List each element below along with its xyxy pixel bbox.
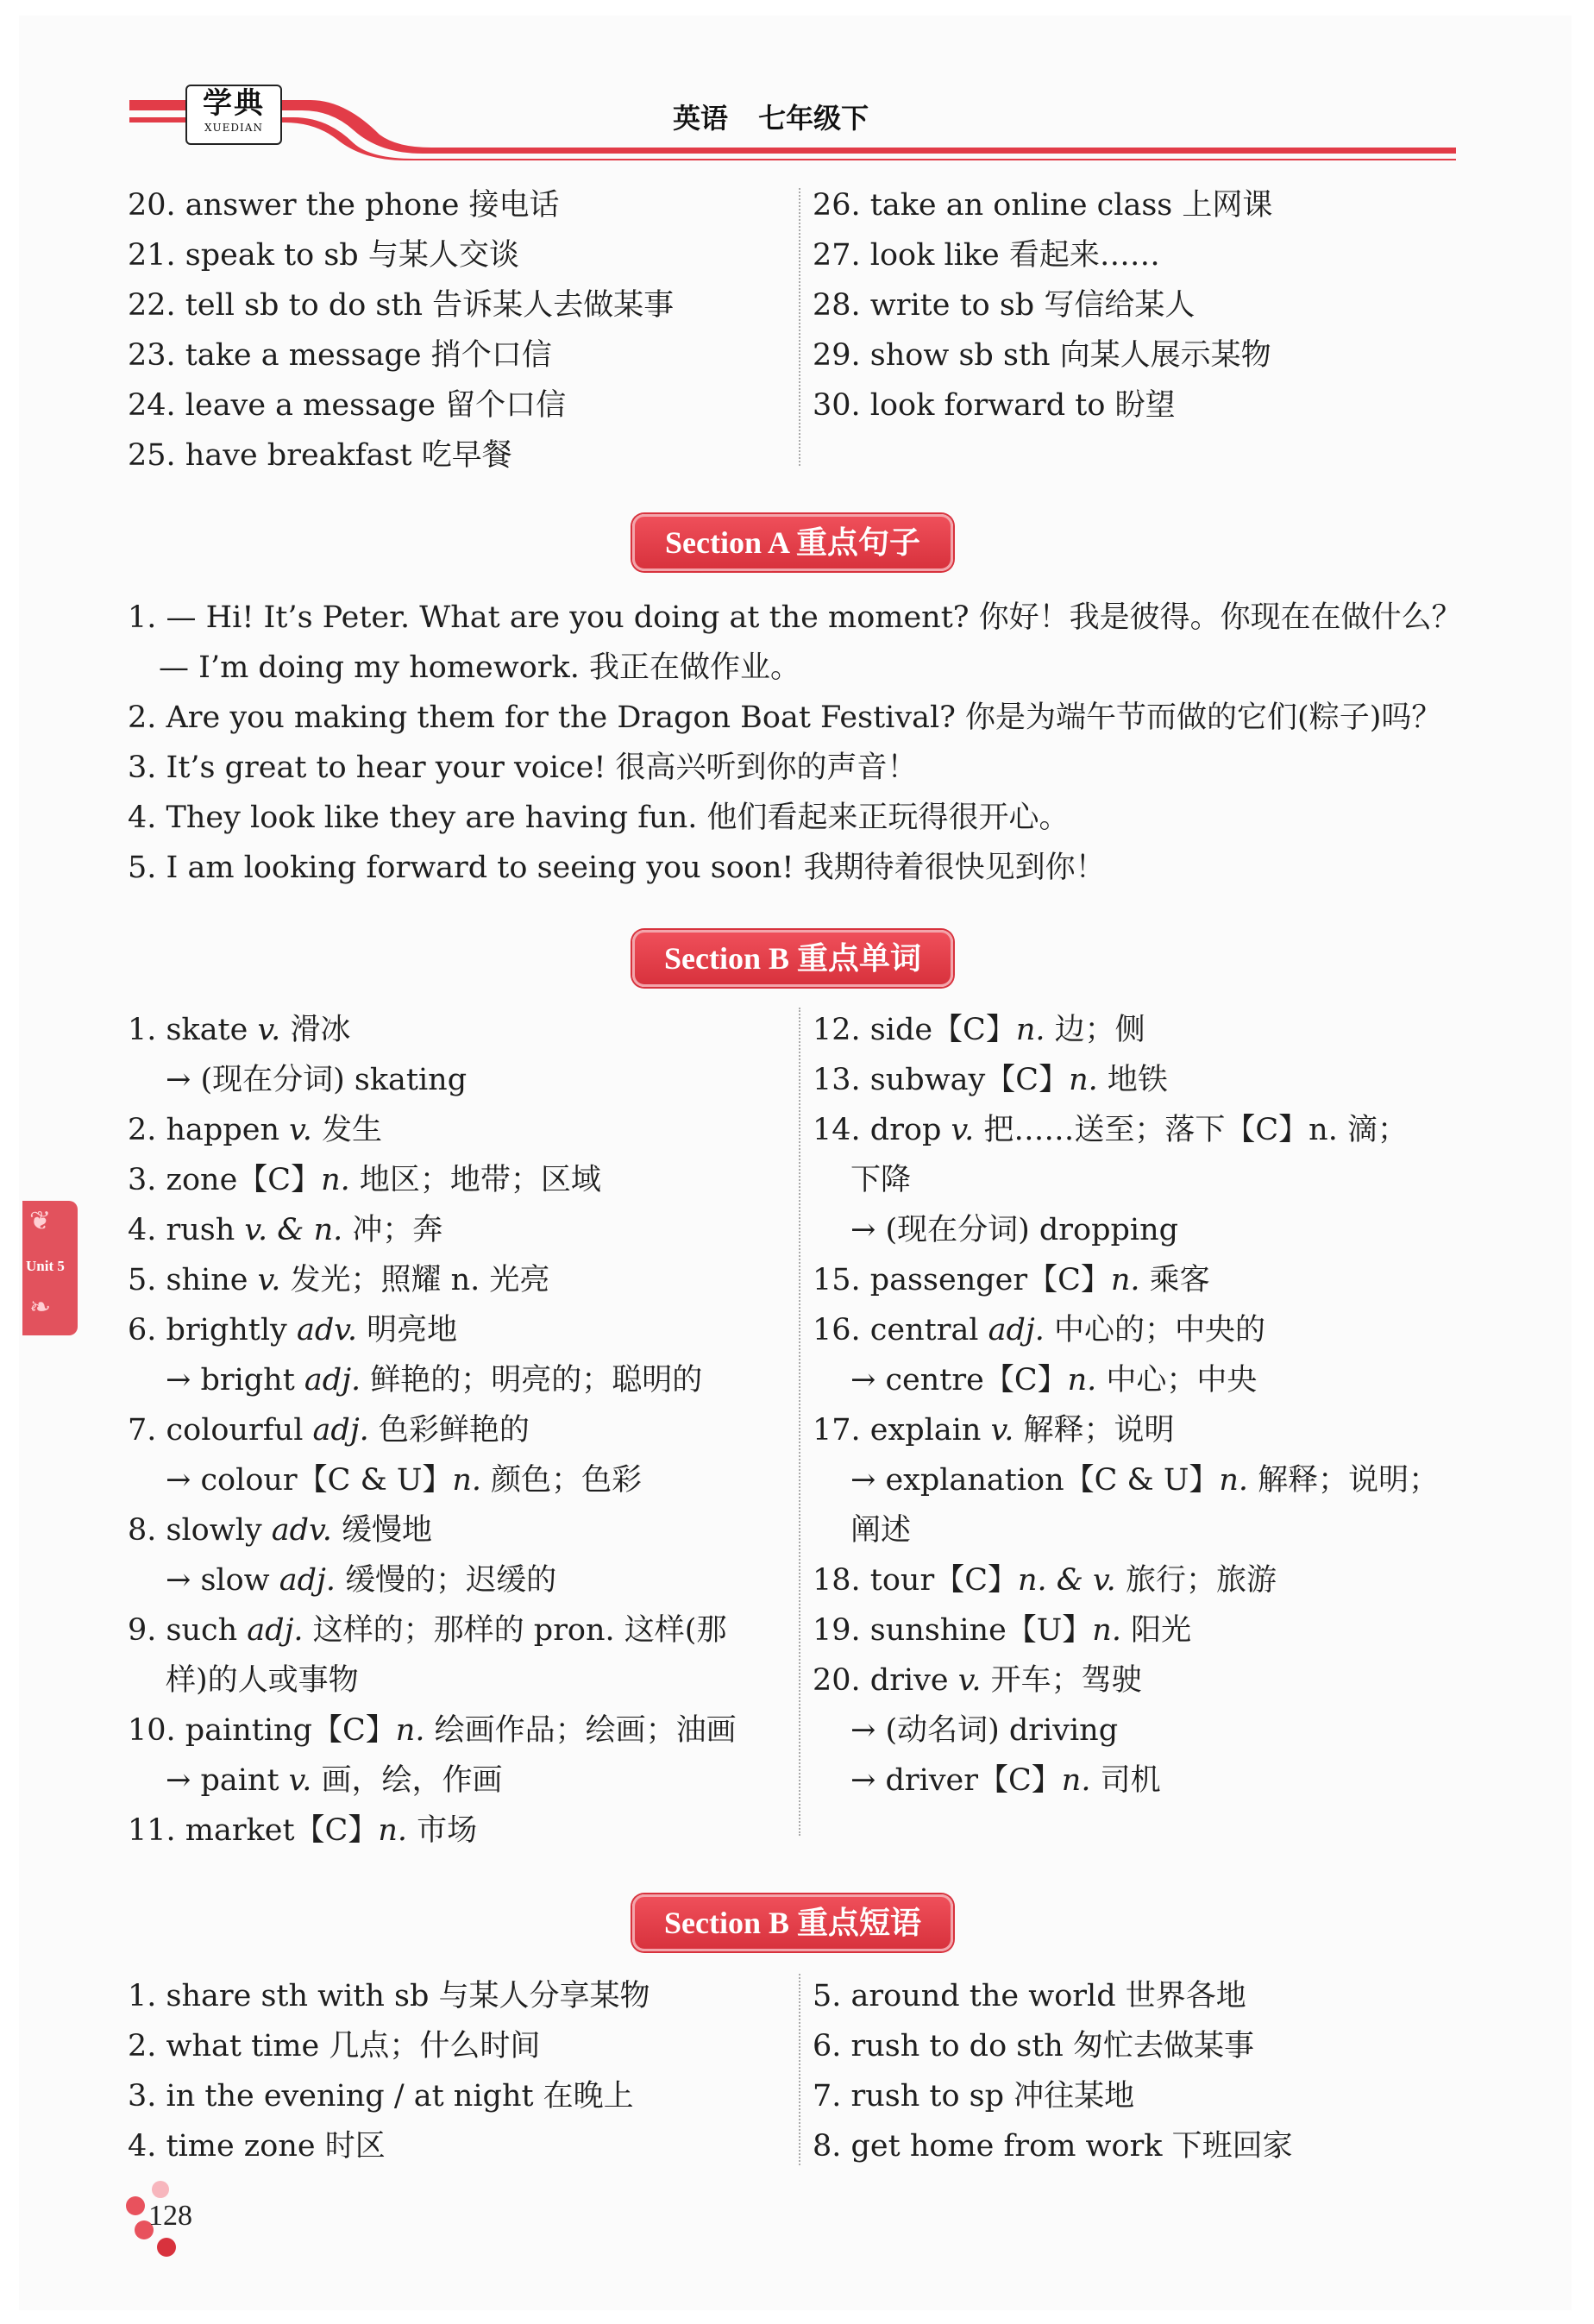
word-entry xyxy=(813,1061,1168,1099)
word-entry xyxy=(166,1762,503,1800)
word-entry xyxy=(128,1411,530,1449)
text-line: 3. in the evening / at night 在晚上 xyxy=(128,2079,634,2114)
entry-text: 滑冰 xyxy=(280,1013,351,1047)
text-line: 23. take a message 捎个口信 xyxy=(128,338,552,373)
entry-text: 下降 xyxy=(850,1163,912,1197)
part-of-speech: v. xyxy=(257,1013,281,1047)
text-line: 24. leave a message 留个口信 xyxy=(128,388,567,423)
word-entry xyxy=(813,1411,1174,1449)
entry-text: 6. brightly xyxy=(128,1313,297,1347)
entry-text: 11. market【C】 xyxy=(128,1813,379,1848)
entry-text: → centre【C】 xyxy=(850,1363,1068,1398)
word-entry xyxy=(813,1011,1145,1049)
word-entry xyxy=(813,1111,1408,1149)
dot-decoration xyxy=(126,2196,145,2215)
section-b-words-badge: Section B 重点单词 xyxy=(632,930,953,987)
word-entry xyxy=(850,1461,1439,1499)
word-entry xyxy=(166,1661,359,1699)
text-line: 29. show sb sth 向某人展示某物 xyxy=(813,338,1271,373)
entry-text: 色彩鲜艳的 xyxy=(368,1413,530,1448)
entry-text: 3. zone【C】 xyxy=(128,1163,322,1197)
word-entry xyxy=(850,1211,1178,1249)
entry-text: 开车；驾驶 xyxy=(981,1663,1142,1698)
word-entry xyxy=(128,1111,382,1149)
entry-text: 旅行；旅游 xyxy=(1115,1563,1277,1598)
text-line: 6. rush to do sth 匆忙去做某事 xyxy=(813,2029,1254,2063)
part-of-speech: n. & v. xyxy=(1017,1563,1116,1598)
dot-decoration xyxy=(152,2181,169,2198)
text-line: 30. look forward to 盼望 xyxy=(813,388,1176,423)
text-line: 27. look like 看起来…… xyxy=(813,238,1160,273)
entry-text: 解释；说明 xyxy=(1014,1413,1175,1448)
word-entry xyxy=(813,1311,1265,1349)
entry-text: 阳光 xyxy=(1120,1613,1192,1648)
entry-text: → paint xyxy=(166,1763,289,1798)
part-of-speech: v. xyxy=(289,1113,312,1147)
entry-text: 缓慢地 xyxy=(331,1513,432,1548)
section-b-phrases-badge: Section B 重点短语 xyxy=(632,1894,953,1951)
part-of-speech: n. xyxy=(1069,1063,1098,1097)
entry-text: → (现在分词) dropping xyxy=(850,1213,1179,1247)
text-line: 4. They look like they are having fun. 他们看起来正玩得很开心。 xyxy=(128,801,1070,835)
word-entry xyxy=(813,1611,1191,1649)
entry-text: 冲；奔 xyxy=(342,1213,443,1247)
xuedian-logo: 学典 XUEDIAN xyxy=(185,85,282,145)
word-entry xyxy=(128,1161,601,1199)
text-line: 4. time zone 时区 xyxy=(128,2129,386,2164)
part-of-speech: v. xyxy=(288,1763,312,1798)
part-of-speech: n. xyxy=(1061,1763,1091,1798)
entry-text: 19. sunshine【U】 xyxy=(813,1613,1093,1648)
text-line: 21. speak to sb 与某人交谈 xyxy=(128,238,519,273)
entry-text: 缓慢的；迟缓的 xyxy=(336,1563,557,1598)
text-line: — I’m doing my homework. 我正在做作业。 xyxy=(159,650,800,685)
word-entry xyxy=(813,1261,1210,1299)
entry-text: → bright xyxy=(166,1363,304,1398)
entry-text: → explanation【C & U】 xyxy=(850,1463,1220,1498)
header-title: 英语 七年级下 xyxy=(673,102,869,135)
word-entry xyxy=(128,1511,432,1549)
part-of-speech: v. xyxy=(957,1663,982,1698)
part-of-speech: v. xyxy=(257,1263,281,1297)
entry-text: 10. painting【C】 xyxy=(128,1713,396,1748)
entry-text: 阐述 xyxy=(850,1513,912,1548)
entry-text: 把……送至；落下【C】n. 滴； xyxy=(974,1113,1408,1147)
part-of-speech: adj. xyxy=(247,1613,304,1648)
column-divider-words xyxy=(799,1008,800,1836)
text-line: 20. answer the phone 接电话 xyxy=(128,188,560,223)
part-of-speech: adv. xyxy=(271,1513,332,1548)
entry-text: 这样的；那样的 pron. 这样(那 xyxy=(303,1613,727,1648)
entry-text: → (动名词) driving xyxy=(850,1713,1119,1748)
word-entry xyxy=(813,1661,1142,1699)
entry-text: 绘画作品；绘画；油画 xyxy=(424,1713,737,1748)
section-a-sentences-badge: Section A 重点句子 xyxy=(632,514,953,571)
entry-text: 4. rush xyxy=(128,1213,245,1247)
word-entry xyxy=(166,1561,556,1599)
text-line: 2. what time 几点；什么时间 xyxy=(128,2029,541,2063)
swirl-icon: ❧ xyxy=(29,1292,52,1322)
part-of-speech: adv. xyxy=(296,1313,357,1347)
entry-text: 地铁 xyxy=(1097,1063,1168,1097)
column-divider-top xyxy=(799,188,800,466)
part-of-speech: v. xyxy=(951,1113,975,1147)
entry-text: 2. happen xyxy=(128,1113,290,1147)
entry-text: 9. such xyxy=(128,1613,248,1648)
column-divider-phrases xyxy=(799,1974,800,2165)
entry-text: 画，绘，作画 xyxy=(311,1763,503,1798)
part-of-speech: v. xyxy=(990,1413,1014,1448)
entry-text: 明亮地 xyxy=(356,1313,458,1347)
entry-text: 市场 xyxy=(407,1813,478,1848)
dot-decoration xyxy=(157,2238,176,2257)
part-of-speech: n. xyxy=(1219,1463,1249,1498)
entry-text: 18. tour【C】 xyxy=(813,1563,1018,1598)
word-entry xyxy=(128,1812,477,1850)
word-entry xyxy=(128,1261,549,1299)
part-of-speech: n. xyxy=(378,1813,408,1848)
word-entry xyxy=(166,1461,642,1499)
entry-text: 鲜艳的；明亮的；聪明的 xyxy=(361,1363,703,1398)
entry-text: 12. side【C】 xyxy=(813,1013,1016,1047)
wing-icon: ❦ xyxy=(29,1206,52,1236)
text-line: 25. have breakfast 吃早餐 xyxy=(128,438,512,473)
word-entry xyxy=(128,1011,350,1049)
entry-text: 颜色；色彩 xyxy=(481,1463,643,1498)
text-line: 1. — Hi! It’s Peter. What are you doing at the moment? 你好！我是彼得。你现在在做什么？ xyxy=(128,600,1462,635)
part-of-speech: n. xyxy=(395,1713,425,1748)
word-entry xyxy=(850,1361,1257,1399)
entry-text: 1. skate xyxy=(128,1013,258,1047)
part-of-speech: adj. xyxy=(988,1313,1045,1347)
word-entry xyxy=(850,1161,911,1199)
word-entry xyxy=(813,1561,1277,1599)
entry-text: 发光；照耀 n. 光亮 xyxy=(280,1263,550,1297)
text-line: 26. take an online class 上网课 xyxy=(813,188,1273,223)
entry-text: → (现在分词) skating xyxy=(166,1063,468,1097)
entry-text: 7. colourful xyxy=(128,1413,313,1448)
text-line: 3. It’s great to hear your voice! 很高兴听到你的声音！ xyxy=(128,751,918,785)
word-entry xyxy=(128,1712,737,1749)
text-line: 5. around the world 世界各地 xyxy=(813,1979,1246,2013)
word-entry xyxy=(128,1211,442,1249)
part-of-speech: v. & n. xyxy=(244,1213,343,1247)
word-entry xyxy=(850,1762,1161,1800)
entry-text: 5. shine xyxy=(128,1263,258,1297)
entry-text: 17. explain xyxy=(813,1413,991,1448)
part-of-speech: n. xyxy=(321,1163,350,1197)
entry-text: → driver【C】 xyxy=(850,1763,1062,1798)
word-entry xyxy=(128,1611,726,1649)
entry-text: 15. passenger【C】 xyxy=(813,1263,1111,1297)
text-line: 5. I am looking forward to seeing you soon! 我期待着很快见到你！ xyxy=(128,851,1106,885)
part-of-speech: n. xyxy=(1067,1363,1097,1398)
entry-text: 发生 xyxy=(311,1113,383,1147)
unit-tab-label: Unit 5 xyxy=(26,1258,65,1274)
entry-text: 地区；地带；区域 xyxy=(349,1163,601,1197)
entry-text: 13. subway【C】 xyxy=(813,1063,1070,1097)
entry-text: 8. slowly xyxy=(128,1513,272,1548)
part-of-speech: n. xyxy=(452,1463,482,1498)
part-of-speech: n. xyxy=(1092,1613,1121,1648)
entry-text: 样)的人或事物 xyxy=(166,1663,359,1698)
entry-text: 解释；说明； xyxy=(1248,1463,1440,1498)
text-line: 8. get home from work 下班回家 xyxy=(813,2129,1293,2164)
entry-text: 14. drop xyxy=(813,1113,951,1147)
part-of-speech: adj. xyxy=(304,1363,361,1398)
entry-text: 边；侧 xyxy=(1045,1013,1145,1047)
entry-text: 乘客 xyxy=(1139,1263,1210,1297)
part-of-speech: n. xyxy=(1110,1263,1140,1297)
word-entry xyxy=(166,1061,467,1099)
entry-text: → slow xyxy=(166,1563,279,1598)
text-line: 7. rush to sp 冲往某地 xyxy=(813,2079,1135,2114)
text-line: 28. write to sb 写信给某人 xyxy=(813,288,1196,323)
page-number: 128 xyxy=(148,2200,192,2232)
entry-text: 20. drive xyxy=(813,1663,958,1698)
unit-side-tab xyxy=(22,1201,78,1335)
word-entry xyxy=(850,1511,911,1549)
entry-text: 司机 xyxy=(1090,1763,1161,1798)
word-entry xyxy=(128,1311,457,1349)
word-entry xyxy=(166,1361,702,1399)
entry-text: 中心的；中央的 xyxy=(1044,1313,1266,1347)
part-of-speech: n. xyxy=(1015,1013,1045,1047)
entry-text: 16. central xyxy=(813,1313,988,1347)
part-of-speech: adj. xyxy=(312,1413,369,1448)
text-line: 1. share sth with sb 与某人分享某物 xyxy=(128,1979,650,2013)
part-of-speech: adj. xyxy=(279,1563,336,1598)
text-line: 2. Are you making them for the Dragon Boat Festival? 你是为端午节而做的它们(粽子)吗？ xyxy=(128,700,1442,735)
entry-text: 中心；中央 xyxy=(1096,1363,1258,1398)
word-entry xyxy=(850,1712,1118,1749)
entry-text: → colour【C & U】 xyxy=(166,1463,453,1498)
text-line: 22. tell sb to do sth 告诉某人去做某事 xyxy=(128,288,675,323)
